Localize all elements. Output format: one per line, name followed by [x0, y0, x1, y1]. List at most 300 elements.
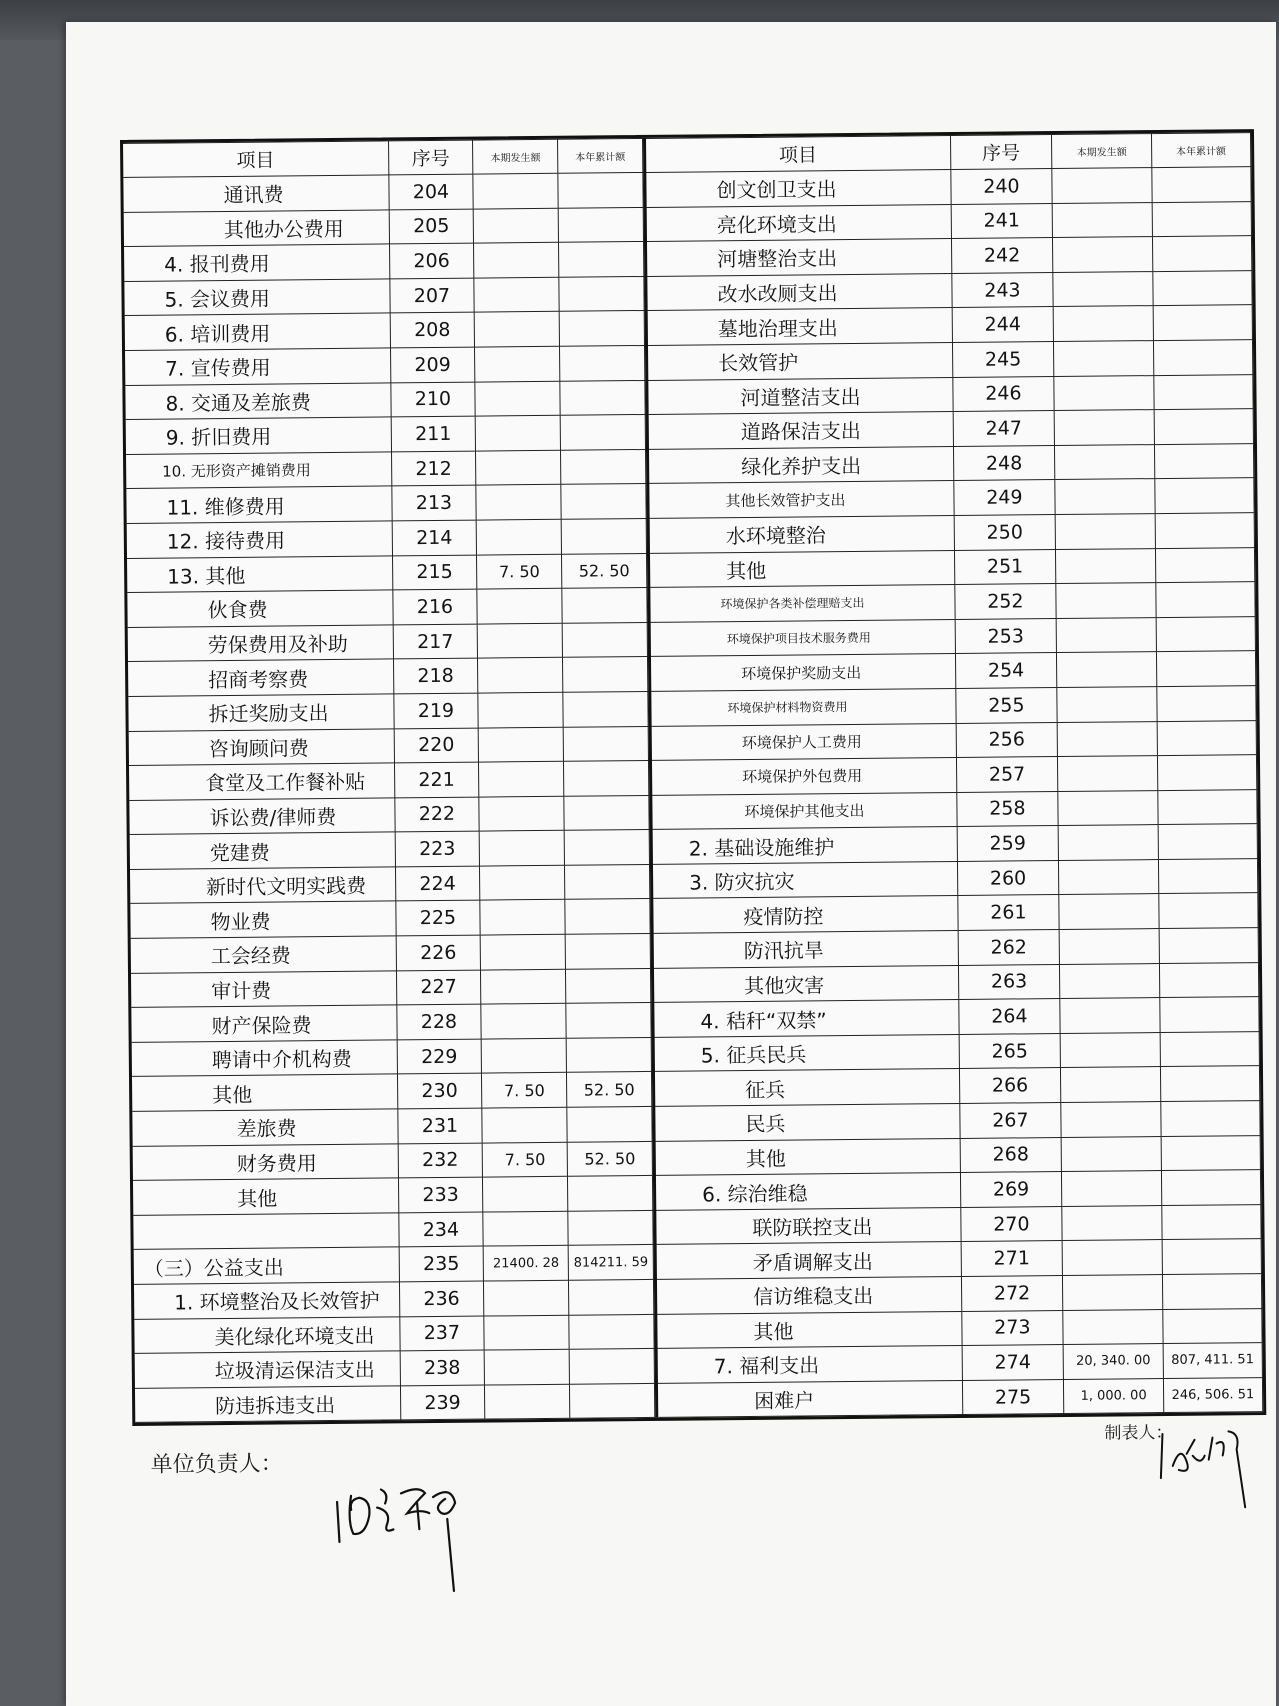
row-seq: 267 — [959, 1103, 1061, 1139]
row-ytd-amount — [558, 207, 643, 242]
row-seq: 218 — [393, 658, 478, 693]
row-item-name: 新时代文明实践费 — [130, 867, 395, 904]
table-row — [648, 513, 1254, 553]
table-row — [650, 720, 1256, 760]
row-item-name: 困难户 — [656, 1380, 962, 1418]
row-ytd-amount — [1161, 1135, 1261, 1171]
row-seq: 210 — [390, 382, 475, 417]
row-seq: 244 — [952, 307, 1054, 343]
row-item-name: 河道整洁支出 — [647, 377, 953, 415]
row-item-name: 拆迁奖励支出 — [128, 694, 393, 731]
table-row — [648, 478, 1254, 518]
row-ytd-amount — [565, 899, 650, 934]
row-item-name: 3. 防灾抗灾 — [651, 861, 957, 899]
table-row — [654, 1170, 1260, 1210]
table-row — [131, 934, 651, 974]
row-seq: 213 — [391, 485, 476, 520]
row-ytd-amount — [1161, 1204, 1261, 1240]
row-ytd-amount — [1152, 270, 1252, 306]
row-seq: 207 — [389, 278, 474, 313]
signature-area — [132, 1415, 1268, 1656]
row-current-amount — [483, 1211, 568, 1246]
table-row — [123, 172, 643, 212]
table-row — [131, 1003, 651, 1043]
row-item-name: 环境保护人工费用 — [650, 723, 956, 761]
table-row — [124, 276, 644, 316]
row-current-amount — [480, 831, 565, 866]
row-ytd-amount — [1153, 374, 1253, 410]
table-row — [128, 622, 648, 662]
header-current: 本期发生额 — [473, 139, 558, 174]
table-row — [133, 1141, 653, 1181]
header-seq: 序号 — [388, 140, 473, 175]
row-ytd-amount: 246, 506. 51 — [1163, 1377, 1263, 1413]
table-row — [652, 893, 1258, 933]
row-item-name: 垃圾清运保洁支出 — [135, 1351, 400, 1388]
row-item-name: 13. 其他 — [127, 555, 392, 592]
table-row — [645, 201, 1251, 241]
row-current-amount — [481, 969, 566, 1004]
table-row — [133, 1176, 653, 1216]
table-row — [135, 1383, 655, 1423]
row-ytd-amount: 52. 50 — [567, 1141, 652, 1176]
table-row — [132, 1106, 652, 1146]
row-item-name: 物业费 — [130, 901, 395, 938]
row-current-amount — [1054, 375, 1154, 411]
row-item-name: 其他 — [654, 1138, 960, 1176]
row-ytd-amount — [1155, 582, 1255, 618]
row-seq: 252 — [954, 584, 1056, 620]
responsible-signature — [329, 1463, 480, 1614]
row-ytd-amount — [1156, 651, 1256, 687]
row-item-name: 水环境整治 — [648, 515, 954, 553]
row-current-amount — [1063, 1309, 1163, 1345]
row-current-amount — [1059, 825, 1159, 861]
row-item-name: 矛盾调解支出 — [655, 1242, 961, 1280]
row-seq: 272 — [961, 1276, 1063, 1312]
row-item-name: 其他办公费用 — [124, 210, 389, 247]
row-seq: 236 — [399, 1281, 484, 1316]
row-current-amount — [484, 1349, 569, 1384]
row-current-amount: 7. 50 — [477, 554, 562, 589]
table-row — [645, 236, 1251, 276]
header-ytd: 本年累计额 — [558, 138, 643, 173]
row-item-name: （三）公益支出 — [134, 1247, 399, 1284]
row-item-name: 其他 — [656, 1311, 962, 1349]
row-current-amount — [1056, 514, 1156, 550]
row-item-name: 通讯费 — [123, 175, 388, 212]
row-ytd-amount — [559, 242, 644, 277]
row-current-amount — [478, 623, 563, 658]
row-seq: 228 — [396, 1004, 481, 1039]
right-table — [643, 132, 1263, 1418]
row-current-amount — [1054, 306, 1154, 342]
row-seq: 226 — [396, 935, 481, 970]
table-row — [647, 409, 1253, 449]
row-ytd-amount — [1154, 443, 1254, 479]
row-seq: 211 — [391, 416, 476, 451]
row-ytd-amount — [561, 449, 646, 484]
row-seq: 234 — [398, 1212, 483, 1247]
row-ytd-amount — [566, 1003, 651, 1038]
table-row — [127, 553, 647, 593]
row-seq: 229 — [397, 1039, 482, 1074]
row-current-amount — [1060, 998, 1160, 1034]
row-current-amount — [481, 934, 566, 969]
table-row — [128, 691, 648, 731]
table-row — [645, 167, 1251, 207]
row-current-amount — [476, 450, 561, 485]
row-item-name: 环境保护外包费用 — [650, 758, 956, 796]
row-item-name — [133, 1213, 398, 1250]
row-current-amount — [484, 1280, 569, 1315]
header-item: 项目 — [645, 136, 951, 173]
row-ytd-amount: 807, 411. 51 — [1163, 1343, 1263, 1379]
row-current-amount — [1060, 1032, 1160, 1068]
row-seq: 204 — [388, 174, 473, 209]
row-ytd-amount — [563, 691, 648, 726]
row-item-name: 河塘整治支出 — [645, 239, 951, 277]
row-item-name: 7. 宣传费用 — [125, 348, 390, 385]
row-current-amount — [476, 415, 561, 450]
table-row — [130, 899, 650, 939]
row-seq: 219 — [393, 693, 478, 728]
table-row — [650, 755, 1256, 795]
row-seq: 270 — [960, 1206, 1062, 1242]
maker-signature — [1156, 1426, 1257, 1517]
row-item-name: 11. 维修费用 — [126, 486, 391, 523]
row-item-name: 7. 福利支出 — [656, 1346, 962, 1384]
table-row — [651, 824, 1257, 864]
row-item-name: 聘请中介机构费 — [132, 1040, 397, 1077]
row-ytd-amount — [1153, 305, 1253, 341]
row-ytd-amount — [1159, 928, 1259, 964]
row-seq: 248 — [953, 445, 1055, 481]
row-current-amount — [1055, 444, 1155, 480]
row-current-amount: 7. 50 — [483, 1142, 568, 1177]
row-item-name: 其他 — [132, 1074, 397, 1111]
row-seq: 216 — [392, 589, 477, 624]
row-seq: 271 — [961, 1241, 1063, 1277]
row-seq: 231 — [397, 1108, 482, 1143]
row-item-name: 4. 报刊费用 — [124, 244, 389, 281]
row-item-name: 6. 综治维稳 — [654, 1173, 960, 1211]
table-row — [127, 588, 647, 628]
row-seq: 266 — [959, 1068, 1061, 1104]
row-item-name: 党建费 — [130, 832, 395, 869]
row-seq: 269 — [960, 1172, 1062, 1208]
row-ytd-amount — [566, 1037, 651, 1072]
row-current-amount — [1062, 1240, 1162, 1276]
left-header-row — [123, 138, 643, 177]
row-seq: 246 — [952, 376, 1054, 412]
table-row — [134, 1314, 654, 1354]
row-seq: 232 — [398, 1143, 483, 1178]
row-current-amount — [474, 242, 559, 277]
row-current-amount — [1054, 341, 1154, 377]
row-item-name: 劳保费用及补助 — [128, 625, 393, 662]
table-row — [124, 242, 644, 282]
row-ytd-amount — [1152, 236, 1252, 272]
row-seq: 223 — [395, 831, 480, 866]
table-row — [650, 686, 1256, 726]
row-seq: 265 — [959, 1033, 1061, 1069]
row-current-amount — [1057, 686, 1157, 722]
row-item-name: 改水改厕支出 — [646, 273, 952, 311]
row-seq: 208 — [390, 312, 475, 347]
row-current-amount: 21400. 28 — [483, 1246, 568, 1281]
row-item-name: 墓地治理支出 — [646, 308, 952, 346]
row-item-name: 工会经费 — [131, 936, 396, 973]
row-seq: 263 — [958, 964, 1060, 1000]
row-current-amount — [482, 1107, 567, 1142]
row-seq: 242 — [951, 238, 1053, 274]
row-seq: 257 — [956, 757, 1058, 793]
row-item-name: 8. 交通及差旅费 — [125, 382, 390, 419]
row-item-name: 信访维稳支出 — [655, 1276, 961, 1314]
row-item-name: 创文创卫支出 — [645, 170, 951, 208]
table-row — [126, 415, 646, 455]
row-current-amount — [1059, 929, 1159, 965]
row-seq: 230 — [397, 1074, 482, 1109]
row-ytd-amount — [1154, 478, 1254, 514]
table-row — [654, 1135, 1260, 1175]
row-current-amount — [1060, 963, 1160, 999]
row-seq: 268 — [960, 1137, 1062, 1173]
table-row — [652, 962, 1258, 1002]
row-item-name: 其他 — [133, 1178, 398, 1215]
row-item-name: 诉讼费/律师费 — [129, 798, 394, 835]
table-row — [129, 726, 649, 766]
row-seq: 262 — [958, 930, 1060, 966]
row-item-name: 2. 基础设施维护 — [651, 827, 957, 865]
row-item-name: 道路保洁支出 — [647, 412, 953, 450]
row-item-name: 防违拆违支出 — [135, 1386, 400, 1423]
row-seq: 227 — [396, 970, 481, 1005]
row-ytd-amount — [559, 276, 644, 311]
row-current-amount — [1055, 410, 1155, 446]
row-ytd-amount — [1158, 893, 1258, 929]
row-current-amount — [1057, 652, 1157, 688]
right-header-row — [645, 133, 1251, 173]
row-ytd-amount — [1162, 1274, 1262, 1310]
row-ytd-amount — [1156, 686, 1256, 722]
row-ytd-amount — [564, 761, 649, 796]
row-item-name: 环境保护材料物资费用 — [650, 688, 956, 726]
row-ytd-amount — [569, 1314, 654, 1349]
row-seq: 275 — [962, 1379, 1064, 1415]
row-ytd-amount: 52. 50 — [567, 1072, 652, 1107]
row-current-amount — [1058, 790, 1158, 826]
row-current-amount — [1052, 168, 1152, 204]
row-current-amount — [475, 312, 560, 347]
table-row — [651, 858, 1257, 898]
row-current-amount — [483, 1176, 568, 1211]
row-seq: 233 — [398, 1177, 483, 1212]
row-current-amount — [1063, 1275, 1163, 1311]
table-row — [649, 616, 1255, 656]
row-current-amount: 1, 000. 00 — [1064, 1378, 1164, 1414]
row-ytd-amount — [561, 518, 646, 553]
row-item-name: 其他长效管护支出 — [648, 481, 954, 519]
row-seq: 256 — [956, 722, 1058, 758]
row-current-amount — [482, 1038, 567, 1073]
row-item-name: 1. 环境整治及长效管护 — [134, 1282, 399, 1319]
table-row — [646, 270, 1252, 310]
table-row — [649, 651, 1255, 691]
row-item-name: 咨询顾问费 — [129, 728, 394, 765]
row-seq: 251 — [954, 549, 1056, 585]
row-ytd-amount — [1160, 1066, 1260, 1102]
row-seq: 274 — [962, 1345, 1064, 1381]
row-current-amount — [480, 900, 565, 935]
row-current-amount — [1061, 1136, 1161, 1172]
row-item-name: 5. 会议费用 — [124, 279, 389, 316]
row-seq: 220 — [394, 728, 479, 763]
row-item-name: 食堂及工作餐补贴 — [129, 763, 394, 800]
row-item-name: 防汛抗旱 — [652, 931, 958, 969]
table-row — [132, 1037, 652, 1077]
row-current-amount — [479, 761, 564, 796]
table-row — [656, 1343, 1262, 1383]
table-row — [133, 1210, 653, 1250]
row-current-amount — [478, 658, 563, 693]
table-row — [647, 443, 1253, 483]
row-ytd-amount — [567, 1106, 652, 1141]
row-seq: 238 — [400, 1350, 485, 1385]
expense-table — [120, 129, 1266, 1426]
row-item-name: 美化绿化环境支出 — [134, 1316, 399, 1353]
row-ytd-amount — [565, 934, 650, 969]
row-item-name: 审计费 — [131, 971, 396, 1008]
row-current-amount — [1061, 1067, 1161, 1103]
row-current-amount — [477, 519, 562, 554]
row-seq: 224 — [395, 866, 480, 901]
row-item-name: 5. 征兵民兵 — [653, 1034, 959, 1072]
row-seq: 258 — [956, 791, 1058, 827]
row-item-name: 其他 — [648, 550, 954, 588]
row-current-amount — [478, 692, 563, 727]
row-seq: 225 — [395, 901, 480, 936]
table-row — [646, 305, 1252, 345]
row-current-amount — [1062, 1205, 1162, 1241]
row-item-name: 12. 接待费用 — [127, 521, 392, 558]
row-item-name: 征兵 — [653, 1069, 959, 1107]
table-row — [646, 340, 1252, 380]
responsible-label: 单位负责人： — [150, 1451, 283, 1479]
row-current-amount — [485, 1384, 570, 1419]
right-table-body — [645, 167, 1263, 1418]
row-ytd-amount — [568, 1176, 653, 1211]
row-item-name: 9. 折旧费用 — [126, 417, 391, 454]
row-ytd-amount — [1159, 962, 1259, 998]
row-current-amount — [479, 796, 564, 831]
row-item-name: 10. 无形资产摊销费用 — [126, 452, 391, 489]
row-current-amount — [475, 346, 560, 381]
row-seq: 250 — [954, 514, 1056, 550]
row-ytd-amount — [1157, 755, 1257, 791]
row-item-name: 环境保护其他支出 — [651, 792, 957, 830]
row-ytd-amount — [562, 588, 647, 623]
table-row — [649, 582, 1255, 622]
row-current-amount — [1061, 1102, 1161, 1138]
row-ytd-amount — [558, 172, 643, 207]
table-row — [647, 374, 1253, 414]
row-ytd-amount: 52. 50 — [562, 553, 647, 588]
row-ytd-amount — [1157, 720, 1257, 756]
row-ytd-amount — [565, 864, 650, 899]
row-ytd-amount — [1161, 1170, 1261, 1206]
row-item-name: 伙食费 — [127, 590, 392, 627]
row-ytd-amount — [566, 968, 651, 1003]
page-content — [120, 129, 1269, 1656]
header-item: 项目 — [123, 141, 388, 178]
row-ytd-amount — [1159, 997, 1259, 1033]
row-current-amount — [476, 485, 561, 520]
row-seq: 255 — [955, 687, 1057, 723]
row-current-amount — [474, 208, 559, 243]
row-ytd-amount — [560, 380, 645, 415]
row-ytd-amount — [559, 311, 644, 346]
table-row — [135, 1349, 655, 1389]
row-seq: 221 — [394, 762, 479, 797]
row-current-amount — [484, 1315, 569, 1350]
table-row — [653, 1066, 1259, 1106]
row-item-name: 民兵 — [654, 1104, 960, 1142]
table-row — [125, 311, 645, 351]
row-item-name: 财务费用 — [133, 1144, 398, 1181]
row-ytd-amount — [562, 622, 647, 657]
row-seq: 273 — [961, 1310, 1063, 1346]
table-row — [648, 547, 1254, 587]
row-current-amount — [1057, 617, 1157, 653]
row-ytd-amount — [560, 345, 645, 380]
header-seq: 序号 — [950, 135, 1052, 170]
table-row — [134, 1279, 654, 1319]
row-item-name: 其他灾害 — [652, 965, 958, 1003]
row-ytd-amount — [1160, 1031, 1260, 1067]
row-ytd-amount — [1154, 409, 1254, 445]
header-current: 本期发生额 — [1052, 134, 1152, 169]
row-seq: 206 — [389, 243, 474, 278]
row-seq: 243 — [951, 272, 1053, 308]
table-row — [653, 1031, 1259, 1071]
table-row — [652, 928, 1258, 968]
row-item-name: 长效管护 — [646, 342, 952, 380]
row-item-name: 环境保护各类补偿理赔支出 — [649, 585, 955, 623]
row-current-amount — [1056, 548, 1156, 584]
table-row — [131, 968, 651, 1008]
maker-label: 制表人： — [1104, 1423, 1173, 1444]
row-seq: 237 — [399, 1316, 484, 1351]
row-ytd-amount — [1160, 1101, 1260, 1137]
row-seq: 240 — [950, 169, 1052, 205]
table-row — [651, 789, 1257, 829]
row-seq: 214 — [392, 520, 477, 555]
row-current-amount — [1053, 237, 1153, 273]
row-seq: 245 — [952, 342, 1054, 378]
row-ytd-amount — [563, 657, 648, 692]
row-current-amount — [1055, 479, 1155, 515]
row-ytd-amount — [1157, 789, 1257, 825]
row-ytd-amount — [564, 830, 649, 865]
row-ytd-amount — [1155, 513, 1255, 549]
row-current-amount — [479, 727, 564, 762]
row-seq: 222 — [394, 797, 479, 832]
row-ytd-amount — [569, 1279, 654, 1314]
row-current-amount — [480, 865, 565, 900]
row-seq: 205 — [389, 209, 474, 244]
